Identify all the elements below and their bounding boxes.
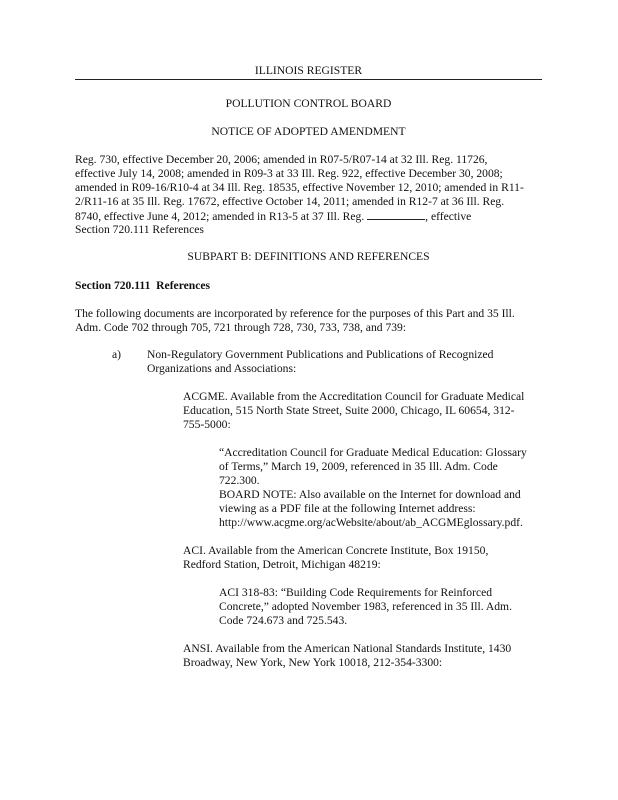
- history-line: 8740, effective June 4, 2012; amended in R13-5 at 37 Ill. Reg.: [75, 210, 365, 223]
- item-a-marker: a): [112, 348, 122, 361]
- ansi-line: ANSI. Available from the American National Standards Institute, 1430: [183, 642, 512, 655]
- acgme-line: Education, 515 North State Street, Suite 2000, Chicago, IL 60654, 312-: [183, 404, 515, 417]
- aci-line: ACI. Available from the American Concrete Institute, Box 19150,: [183, 544, 489, 557]
- aci-doc-line: ACI 318-83: “Building Code Requirements for Reinforced: [219, 586, 493, 599]
- acgme-doc-line: “Accreditation Council for Graduate Medical Education: Glossary: [219, 446, 527, 459]
- history-line: effective July 14, 2008; amended in R09-3 at 33 Ill. Reg. 922, effective December 30, 2008;: [75, 167, 503, 180]
- acgme-doc-line: 722.300.: [219, 474, 260, 487]
- aci-doc-line: Concrete,” adopted November 1983, referenced in 35 Ill. Adm.: [219, 600, 512, 613]
- register-title: ILLINOIS REGISTER: [254, 64, 363, 77]
- intro-line: The following documents are incorporated by reference for the purposes of this Part and 35 Ill.: [75, 307, 515, 320]
- acgme-doc-line: of Terms,” March 19, 2009, referenced in 35 Ill. Adm. Code: [219, 460, 498, 473]
- aci-line: Redford Station, Detroit, Michigan 48219:: [183, 558, 381, 571]
- item-a-line: Organizations and Associations:: [147, 362, 297, 375]
- board-note-line: viewing as a PDF file at the following Internet address:: [219, 502, 476, 515]
- acgme-line: ACGME. Available from the Accreditation Council for Graduate Medical: [183, 390, 525, 403]
- item-a-line: Non-Regulatory Government Publications and Publications of Recognized: [147, 348, 494, 361]
- board-note-url: http://www.acgme.org/acWebsite/about/ab_ACGMEglossary.pdf.: [219, 516, 523, 529]
- notice-title: NOTICE OF ADOPTED AMENDMENT: [211, 125, 406, 138]
- header-rule: [75, 79, 542, 80]
- section-heading: [75, 279, 210, 293]
- aci-doc-line: Code 724.673 and 725.543.: [219, 614, 348, 627]
- history-line-last: [75, 209, 471, 224]
- acgme-line: 755-5000:: [183, 418, 231, 431]
- section-number: Section 720.111: [75, 279, 151, 292]
- cut-off-line: [75, 223, 215, 236]
- agency-name: POLLUTION CONTROL BOARD: [225, 97, 392, 110]
- history-line: amended in R09-16/R10-4 at 34 Ill. Reg. 18535, effective November 12, 2010; amended in R11-: [75, 181, 524, 194]
- history-line: 2/R11-16 at 35 Ill. Reg. 17672, effective October 14, 2011; amended in R12-7 at 36 Ill. Reg.: [75, 195, 505, 208]
- history-line: Reg. 730, effective December 20, 2006; amended in R07-5/R07-14 at 32 Ill. Reg. 11726,: [75, 153, 488, 166]
- ansi-line: Broadway, New York, New York 10018, 212-354-3300:: [183, 656, 443, 669]
- subpart-heading: SUBPART B: DEFINITIONS AND REFERENCES: [187, 250, 430, 263]
- blank-register-page: [367, 209, 425, 220]
- board-note-line: BOARD NOTE: Also available on the Internet for download and: [219, 488, 521, 501]
- section-title: References: [156, 279, 211, 292]
- cut-off-text: Section 720.111 References: [75, 223, 204, 236]
- intro-line: Adm. Code 702 through 705, 721 through 728, 730, 733, 738, and 739:: [75, 321, 407, 334]
- history-effective: , effective: [425, 210, 472, 223]
